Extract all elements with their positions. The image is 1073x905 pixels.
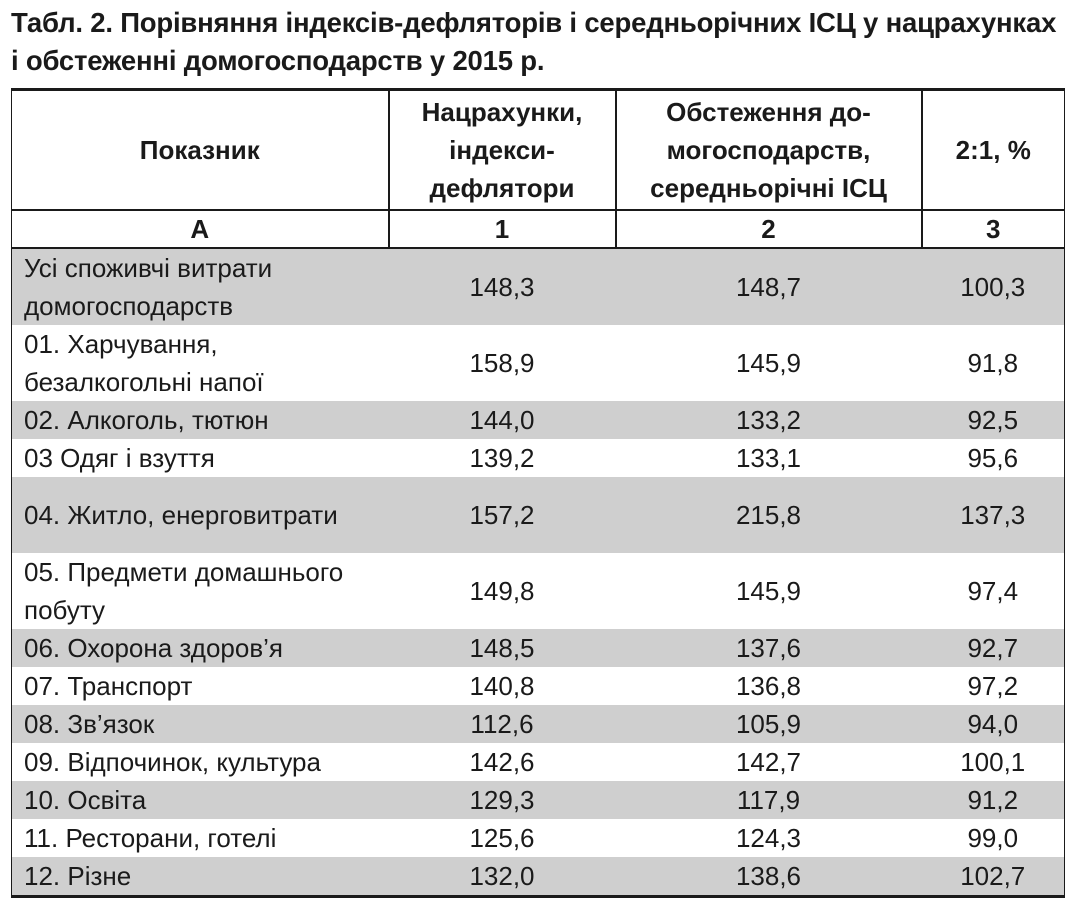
cell-national-accounts: 142,6 — [469, 747, 535, 777]
cell-household-survey: 124,3 — [735, 823, 802, 853]
cell-ratio: 95,6 — [967, 443, 1019, 473]
row-label: 11. Ресторани, готелі — [24, 823, 277, 853]
table-row — [12, 248, 1065, 325]
table-row — [12, 819, 1065, 857]
row-label: Усі споживчі витрати домогосподарств — [12, 248, 389, 325]
cell-ratio: 100,3 — [922, 248, 1065, 325]
cell-household-survey: 148,7 — [616, 248, 922, 325]
table-row — [12, 705, 1065, 743]
cell-ratio: 102,7 — [922, 857, 1065, 897]
cell-national-accounts: 148,5 — [389, 629, 616, 667]
cell-household-survey: 145,9 — [735, 348, 802, 378]
cell-household-survey: 136,8 — [735, 671, 802, 701]
cell-household-survey: 138,6 — [616, 857, 922, 897]
cell-national-accounts: 157,2 — [389, 477, 616, 553]
column-number: 2 — [616, 210, 922, 248]
cell-ratio: 94,0 — [922, 705, 1065, 743]
cell-ratio: 97,2 — [967, 671, 1019, 701]
table-row — [12, 325, 1065, 401]
cell-national-accounts: 144,0 — [389, 401, 616, 439]
cell-ratio: 99,0 — [967, 823, 1019, 853]
cell-national-accounts: 125,6 — [469, 823, 535, 853]
cell-national-accounts: 129,3 — [389, 781, 616, 819]
row-label: 03 Одяг і взуття — [24, 443, 215, 473]
column-number: А — [12, 210, 389, 248]
cell-national-accounts: 132,0 — [389, 857, 616, 897]
cell-ratio: 137,3 — [922, 477, 1065, 553]
cell-household-survey: 137,6 — [616, 629, 922, 667]
table-row — [12, 629, 1065, 667]
cell-national-accounts: 112,6 — [389, 705, 616, 743]
header-national-accounts: Нацрахунки, індекси-дефлятори — [389, 90, 616, 211]
cell-household-survey: 117,9 — [616, 781, 922, 819]
cell-ratio: 97,4 — [967, 576, 1019, 606]
row-label: 06. Охорона здоров’я — [12, 629, 389, 667]
cell-ratio: 100,1 — [960, 747, 1026, 777]
row-label: 10. Освіта — [12, 781, 389, 819]
cell-household-survey: 105,9 — [616, 705, 922, 743]
column-number-row — [12, 210, 1065, 248]
header-household-survey: Обстеження до-могосподарств, середньорічні ІСЦ — [616, 90, 922, 211]
cell-ratio: 91,8 — [967, 348, 1019, 378]
table-row — [12, 439, 1065, 477]
cell-household-survey: 215,8 — [616, 477, 922, 553]
table-row — [12, 553, 1065, 629]
row-label: 09. Відпочинок, культура — [24, 747, 321, 777]
row-label: 05. Предмети домашнього побуту — [24, 557, 344, 625]
row-label: 08. Зв’язок — [12, 705, 389, 743]
cell-ratio: 92,7 — [922, 629, 1065, 667]
table-row — [12, 781, 1065, 819]
cell-ratio: 91,2 — [922, 781, 1065, 819]
header-indicator: Показник — [12, 90, 389, 211]
table-row — [12, 667, 1065, 705]
table-row — [12, 857, 1065, 897]
row-label: 02. Алкоголь, тютюн — [12, 401, 389, 439]
row-label: 04. Житло, енерговитрати — [12, 477, 389, 553]
row-label: 12. Різне — [12, 857, 389, 897]
row-label: 01. Харчування, безалкогольні напої — [24, 329, 264, 397]
table-row — [12, 743, 1065, 781]
cell-ratio: 92,5 — [922, 401, 1065, 439]
column-number: 3 — [922, 210, 1065, 248]
cell-national-accounts: 149,8 — [469, 576, 535, 606]
header-row — [12, 90, 1065, 211]
cell-national-accounts: 148,3 — [389, 248, 616, 325]
cell-household-survey: 133,1 — [735, 443, 802, 473]
cell-national-accounts: 158,9 — [469, 348, 535, 378]
table-row — [12, 401, 1065, 439]
column-number: 1 — [389, 210, 616, 248]
cell-national-accounts: 140,8 — [469, 671, 535, 701]
data-table — [11, 88, 1065, 898]
cell-household-survey: 145,9 — [735, 576, 802, 606]
table-title: Табл. 2. Порівняння індексів-дефляторів і середньорічних ІСЦ у нацрахунках і обстеженні домогосподарств у 2015 р. — [11, 7, 1057, 76]
cell-national-accounts: 139,2 — [469, 443, 535, 473]
header-ratio: 2:1, % — [922, 90, 1065, 211]
row-label: 07. Транспорт — [24, 671, 193, 701]
cell-household-survey: 133,2 — [616, 401, 922, 439]
cell-household-survey: 142,7 — [735, 747, 802, 777]
table-row — [12, 477, 1065, 553]
